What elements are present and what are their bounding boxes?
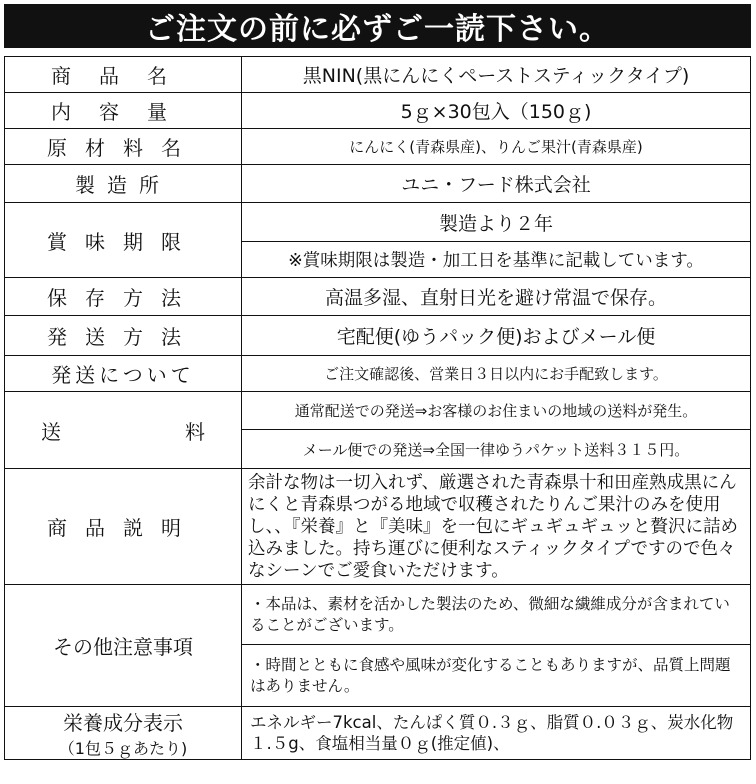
label-shipping-method: 発送方法: [5, 316, 242, 356]
value-product-name: 黒NIN(黒にんにくペーストスティックタイプ): [242, 57, 751, 93]
label-description: 商品説明: [5, 469, 242, 585]
value-content: 5ｇ×30包入（150ｇ): [242, 93, 751, 129]
label-shipping-fee: [5, 392, 242, 469]
label-nutrition-sub: （1包５ｇあたり): [58, 739, 188, 758]
value-about-shipping: ご注文確認後、営業日３日以内にお手配致します。: [242, 356, 751, 392]
table-row: [5, 203, 751, 242]
value-ingredients: にんにく(青森県産)、りんご果汁(青森県産): [242, 129, 751, 165]
label-shipping-fee-a: 送: [41, 419, 61, 444]
value-nutrition: エネルギー7kcal、たんぱく質０.３ｇ、脂質０.０３ｇ、炭水化物１.５g、食塩相当量０ｇ(推定値)、: [242, 707, 751, 760]
label-about-shipping: 発送について: [5, 356, 242, 392]
table-row: [5, 316, 751, 356]
value-expiry: 製造より２年: [242, 203, 751, 242]
label-expiry: 賞味期限: [5, 203, 242, 278]
value-storage: 高温多湿、直射日光を避け常温で保存。: [242, 278, 751, 316]
product-spec-table: [4, 56, 751, 760]
table-row: [5, 707, 751, 760]
table-row: [5, 585, 751, 645]
label-ingredients: 原材料名: [5, 129, 242, 165]
table-row: [5, 278, 751, 316]
label-product-name: 商品名: [5, 57, 242, 93]
value-manufacturer: ユニ・フード株式会社: [242, 165, 751, 203]
value-shipping-normal: 通常配送での発送⇒お客様のお住まいの地域の送料が発生。: [242, 392, 751, 430]
table-row: [5, 129, 751, 165]
notice-banner: [4, 4, 751, 48]
label-storage: 保存方法: [5, 278, 242, 316]
table-row: [5, 469, 751, 585]
label-notes: その他注意事項: [5, 585, 242, 707]
table-row: [5, 356, 751, 392]
value-note-2: ・時間とともに食感や風味が変化することもありますが、品質上問題はありません。: [242, 645, 751, 707]
table-row: [5, 57, 751, 93]
table-row: [5, 392, 751, 430]
value-shipping-method: 宅配便(ゆうパック便)およびメール便: [242, 316, 751, 356]
value-shipping-mail: メール便での発送⇒全国一律ゆうパケット送料３１５円。: [242, 430, 751, 469]
label-nutrition: [5, 707, 242, 760]
notice-title: ご注文の前に必ずご一読下さい。: [145, 12, 610, 47]
label-nutrition-title: 栄養成分表示: [63, 711, 183, 735]
value-expiry-note: ※賞味期限は製造・加工日を基準に記載しています。: [242, 242, 751, 278]
label-shipping-fee-b: 料: [185, 419, 205, 444]
value-note-1: ・本品は、素材を活かした製法のため、微細な繊維成分が含まれていることがございます。: [242, 585, 751, 645]
table-row: [5, 93, 751, 129]
table-row: [5, 165, 751, 203]
label-content: 内容量: [5, 93, 242, 129]
value-description: 余計な物は一切入れず、厳選された青森県十和田産熟成黒にんにくと青森県つがる地域で収穫されたりんご果汁のみを使用し、、『栄養』と『美味』を一包にギュギュギュッと贅沢に詰め込みました。持ち運びに便利なスティックタイプですので色々なシーンでご愛食いただけます。: [242, 469, 751, 585]
label-manufacturer: 製造所: [5, 165, 242, 203]
